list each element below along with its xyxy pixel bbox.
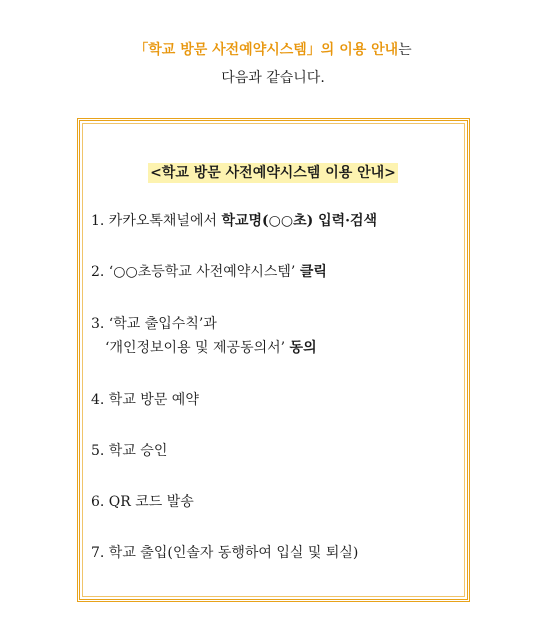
step-3-line-2	[91, 336, 317, 360]
step-7	[91, 541, 358, 565]
step-2	[91, 260, 327, 284]
step-1	[91, 209, 377, 233]
intro-system-name: 「학교 방문 사전예약시스템」의 이용 안내	[134, 42, 399, 58]
step-3-line-2-text: ‘개인정보이용 및 제공동의서’	[105, 340, 290, 356]
step-2-text: 2. ‘○○초등학교 사전예약시스템’	[91, 264, 300, 280]
intro-text	[0, 36, 546, 92]
step-3-line-1: 3. ‘학교 출입수칙’과	[91, 316, 217, 332]
guide-box-inner-border	[82, 123, 465, 597]
step-6	[91, 490, 194, 514]
guide-box	[77, 118, 470, 602]
step-2-emphasis: 클릭	[299, 264, 327, 280]
step-3-emphasis: 동의	[289, 340, 317, 356]
step-4	[91, 388, 199, 412]
step-5-text: 5. 학교 승인	[91, 443, 168, 459]
step-1-emphasis: 학교명(○○초) 입력·검색	[221, 213, 378, 229]
intro-particle: 는	[398, 42, 412, 58]
step-6-text: 6. QR 코드 발송	[91, 494, 194, 510]
intro-line-1	[0, 36, 546, 64]
step-7-text: 7. 학교 출입(인솔자 동행하여 입실 및 퇴실)	[91, 545, 359, 561]
step-1-text: 1. 카카오톡채널에서	[91, 213, 222, 229]
step-5	[91, 439, 167, 463]
guide-heading-text: <학교 방문 사전예약시스템 이용 안내>	[150, 165, 396, 181]
step-4-text: 4. 학교 방문 예약	[91, 392, 199, 408]
step-3	[91, 312, 317, 360]
intro-line-2: 다음과 같습니다.	[221, 70, 325, 86]
guide-heading	[0, 162, 546, 182]
